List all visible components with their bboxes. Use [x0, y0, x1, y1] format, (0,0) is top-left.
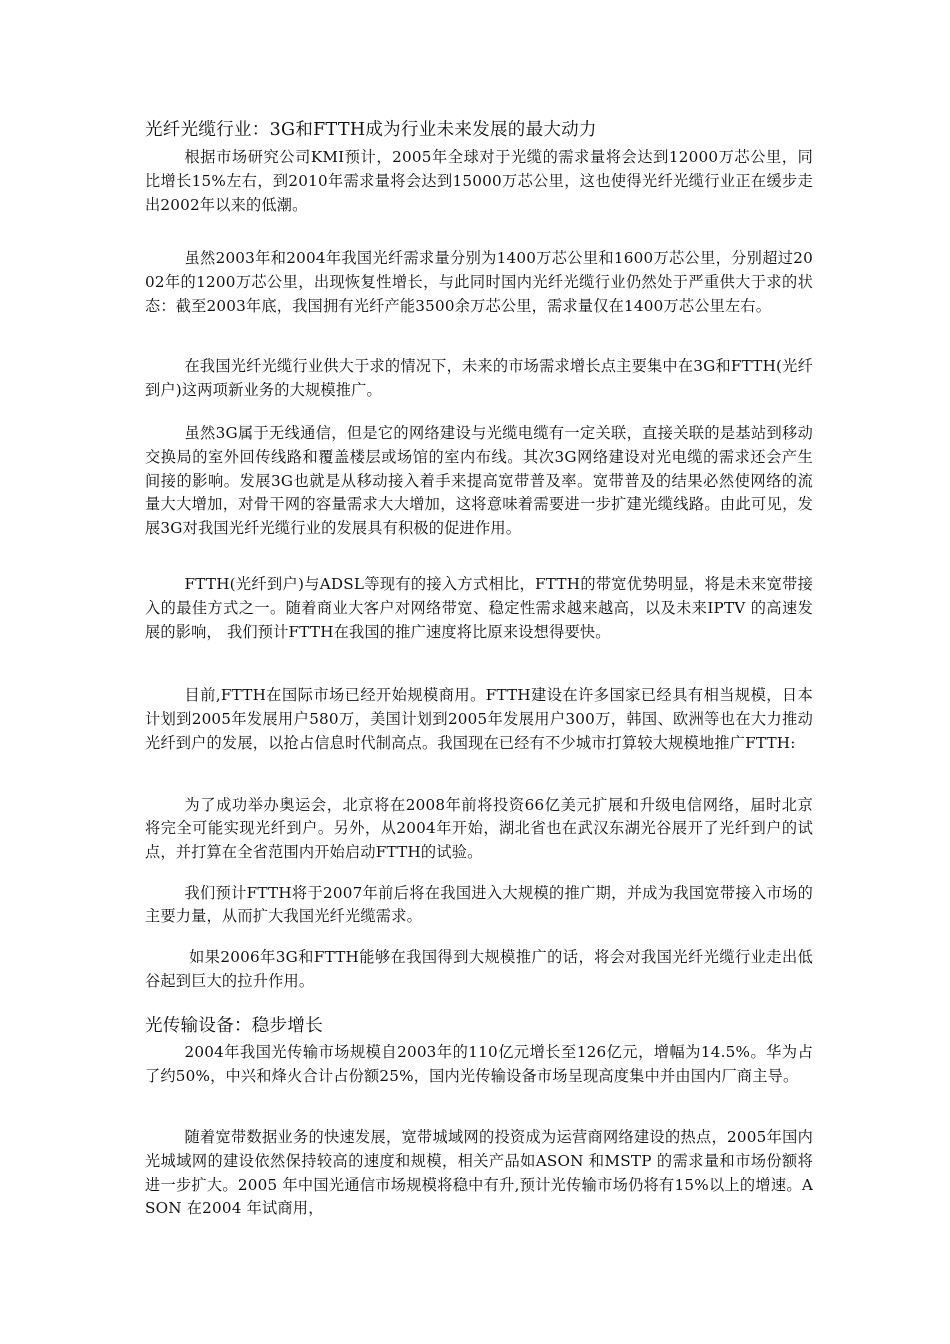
paragraph-broadband-metro: 随着宽带数据业务的快速发展，宽带城域网的投资成为运营商网络建设的热点，2005年国内光城域网的建设依然保持较高的速度和规模，相关产品如ASON 和MSTP 的需求量和市场份额将进一步扩大。2005 年中国光通信市场规模将稳中有升,预计光传输市场仍将有15%以上的增速。ASON 在2004 年试商用，: [145, 1128, 813, 1218]
paragraph-ftth-advantage: FTTH(光纤到户)与ADSL等现有的接入方式相比，FTTH的带宽优势明显，将是未来宽带接入的最佳方式之一。随着商业大客户对网络带宽、稳定性需求越来越高，以及未来IPTV 的高速发展的影响， 我们预计FTTH在我国的推广速度将比原来设想得要快。: [145, 575, 813, 641]
paragraph-ftth-2007-forecast: 我们预计FTTH将于2007年前后将在我国进入大规模的推广期，并成为我国宽带接入市场的主要力量，从而扩大我国光纤光缆需求。: [145, 884, 813, 926]
section-heading-optical-transmission: 光传输设备：稳步增长: [145, 1016, 323, 1036]
paragraph-domestic-demand: 虽然2003年和2004年我国光纤需求量分别为1400万芯公里和1600万芯公里，分别超过2002年的1200万芯公里，出现恢复性增长，与此同时国内光纤光缆行业仍然处于严重供大于求的状态：截至2003年底，我国拥有光纤产能3500余万芯公里，需求量仅在1400万芯公里左右。: [145, 249, 813, 315]
paragraph-transmission-market-2004: 2004年我国光传输市场规模自2003年的110亿元增长至126亿元，增幅为14.5%。华为占了约50%，中兴和烽火合计占份额25%，国内光传输设备市场呈现高度集中并由国内厂商主导。: [145, 1043, 813, 1085]
paragraph-growth-points: 在我国光纤光缆行业供大于求的情况下，未来的市场需求增长点主要集中在3G和FTTH(光纤到户)这两项新业务的大规模推广。: [145, 357, 813, 399]
paragraph-2006-outlook: 如果2006年3G和FTTH能够在我国得到大规模推广的话，将会对我国光纤光缆行业走出低谷起到巨大的拉升作用。: [145, 948, 813, 990]
paragraph-beijing-olympics: 为了成功举办奥运会，北京将在2008年前将投资66亿美元扩展和升级电信网络，届时北京将完全可能实现光纤到户。另外，从2004年开始，湖北省也在武汉东湖光谷展开了光纤到户的试点，并打算在全省范围内开始启动FTTH的试验。: [145, 796, 813, 861]
paragraph-kmi-forecast: 根据市场研究公司KMI预计，2005年全球对于光缆的需求量将会达到12000万芯公里，同比增长15%左右，到2010年需求量将会达到15000万芯公里，这也使得光纤光缆行业正在缓步走出2002年以来的低潮。: [145, 148, 813, 214]
paragraph-ftth-international: 目前,FTTH在国际市场已经开始规模商用。FTTH建设在许多国家已经具有相当规模，日本计划到2005年发展用户580万，美国计划到2005年发展用户300万，韩国、欧洲等也在大力推动光纤到户的发展，以抢占信息时代制高点。我国现在已经有不少城市打算较大规模地推广FTTH:: [145, 686, 813, 752]
paragraph-3g-impact: 虽然3G属于无线通信，但是它的网络建设与光缆电缆有一定关联，直接关联的是基站到移动交换局的室外回传线路和覆盖楼层或场馆的室内布线。其次3G网络建设对光电缆的需求还会产生间接的影响。发展3G也就是从移动接入着手来提高宽带普及率。宽带普及的结果必然使网络的流量大大增加，对骨干网的容量需求大大增加，这将意味着需要进一步扩建光缆线路。由此可见，发展3G对我国光纤光缆行业的发展具有积极的促进作用。: [145, 424, 813, 538]
section-heading-fiber-cable: 光纤光缆行业：3G和FTTH成为行业未来发展的最大动力: [145, 120, 597, 140]
